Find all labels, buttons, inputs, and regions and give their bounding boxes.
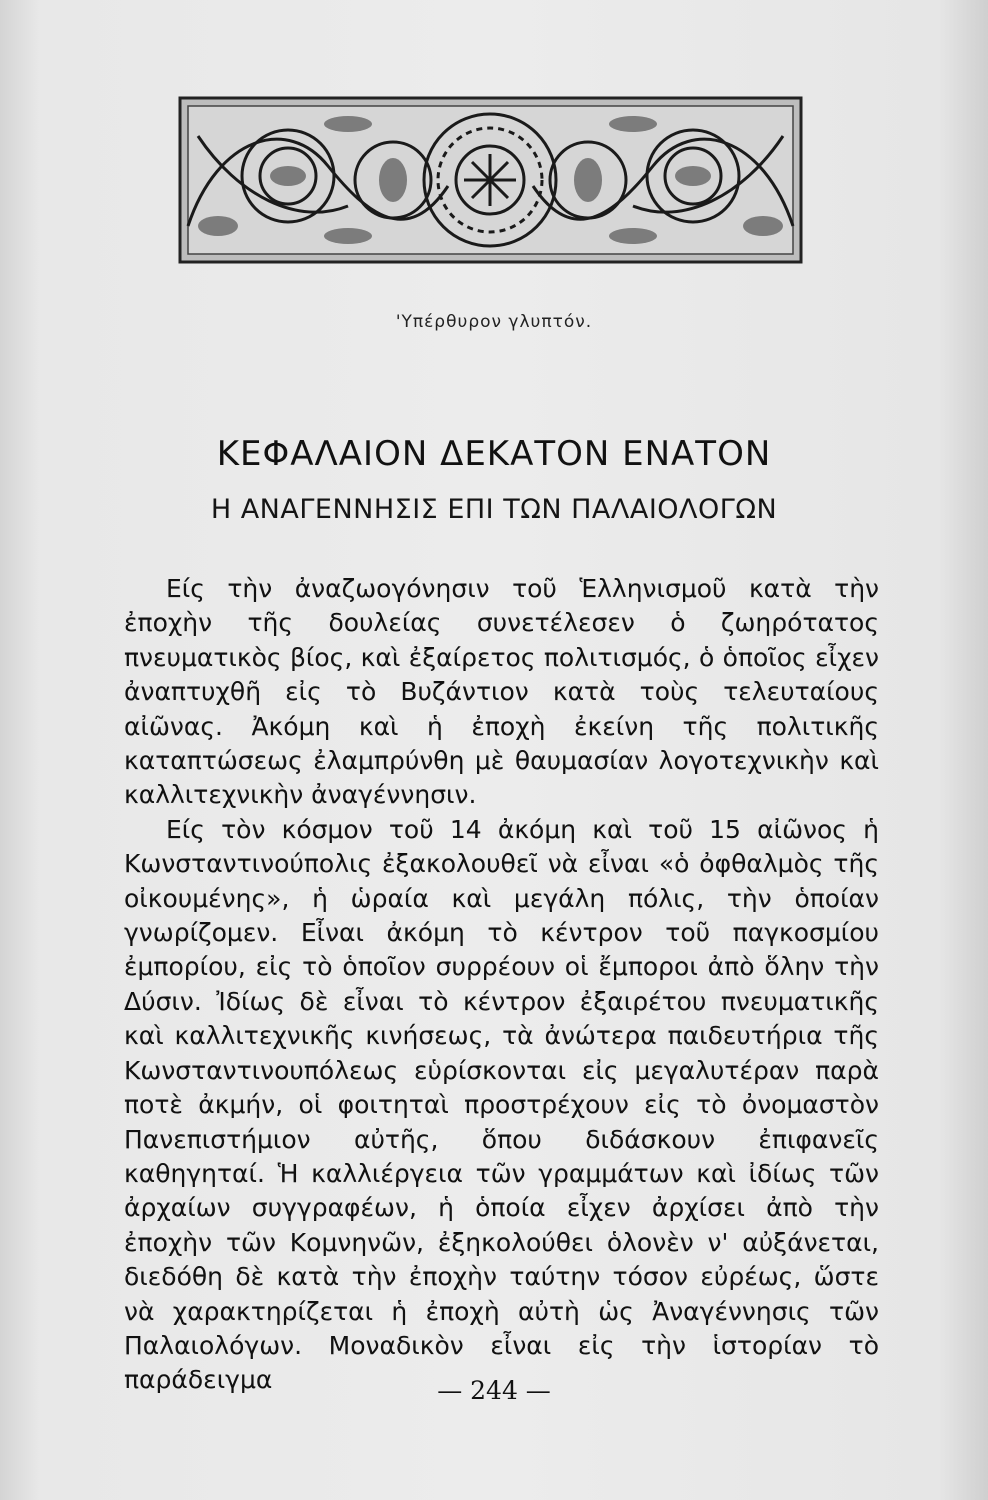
paragraph: Είς τὴν ἀναζωογόνησιν τοῦ Ἑλληνισμοῦ κατὰ τὴν ἐποχὴν τῆς δουλείας συνετέλεσεν ὁ ζωηρότατος πνευματικὸς βίος, καὶ ἐξαίρετος πολιτισμός, ὁ ὁποῖος εἶχεν ἀναπτυχθῆ εἰς τὸ Βυζάντιον κατὰ τοὺς τελευταίους αἰῶνας. Ἀκόμη καὶ ἡ ἐποχὴ ἐκείνη τῆς πολιτικῆς καταπτώσεως ἐλαμπρύνθη μὲ θαυμασίαν λογοτεχνικὴν καὶ καλλιτεχνικὴν ἀναγέννησιν. bbox=[124, 574, 879, 810]
page-number: — 244 — bbox=[437, 1376, 551, 1405]
paragraph: Είς τὸν κόσμον τοῦ 14 ἀκόμη καὶ τοῦ 15 αἰῶνος ἡ Κωνσταντινούπολις ἐξακολουθεῖ νὰ εἶναι «ὁ ὀφθαλμὸς τῆς οἰκουμένης», ἡ ὡραία καὶ μεγάλη πόλις, τὴν ὁποίαν γνωρίζομεν. Εἶναι ἀκόμη τὸ κέντρον τοῦ παγκοσμίου ἐμπορίου, εἰς τὸ ὁποῖον συρρέουν οἱ ἔμποροι ἀπὸ ὅλην τὴν Δύσιν. Ἰδίως δὲ εἶναι τὸ κέντρον ἐξαιρέτου πνευματικῆς καὶ καλλιτεχνικῆς κινήσεως, τὰ ἀνώτερα παιδευτήρια τῆς Κωνσταντινουπόλεως εὑρίσκονται εἰς μεγαλυτέραν παρὰ ποτὲ ἀκμήν, οἱ φοιτηταὶ προστρέχουν εἰς τὸ ὀνομαστὸν Πανεπιστήμιον αὐτῆς, ὅπου διδάσκουν ἐπιφανεῖς καθηγηταί. Ἡ καλλιέργεια τῶν γραμμάτων καὶ ἰδίως τῶν ἀρχαίων συγγραφέων, ἡ ὁποία εἶχεν ἀρχίσει ἀπὸ τὴν ἐποχὴν τῶν Κομνηνῶν, ἐξηκολούθει ὁλονὲν ν' αὐξάνεται, διεδόθη δὲ κατὰ τὴν ἐποχὴν ταύτην τόσον εὐρέως, ὥστε νὰ χαρακτηρίζεται ἡ ἐποχὴ αὐτὴ ὡς Ἀναγέννησις τῶν Παλαιολόγων. Μοναδικὸν εἶναι εἰς τὴν ἱστορίαν τὸ παράδειγμα bbox=[124, 814, 879, 1395]
figure-caption: 'Υπέρθυρον γλυπτόν. bbox=[395, 312, 593, 332]
body-text bbox=[124, 572, 879, 1398]
chapter-title: ΚΕΦΑΛΑΙΟΝ ΔΕΚΑΤΟΝ ΕΝΑΤΟΝ bbox=[216, 434, 772, 474]
chapter-subtitle: Η ΑΝΑΓΕΝΝΗΣΙΣ ΕΠΙ ΤΩΝ ΠΑΛΑΙΟΛΟΓΩΝ bbox=[210, 494, 778, 525]
carved-lintel-ornament bbox=[178, 96, 803, 264]
